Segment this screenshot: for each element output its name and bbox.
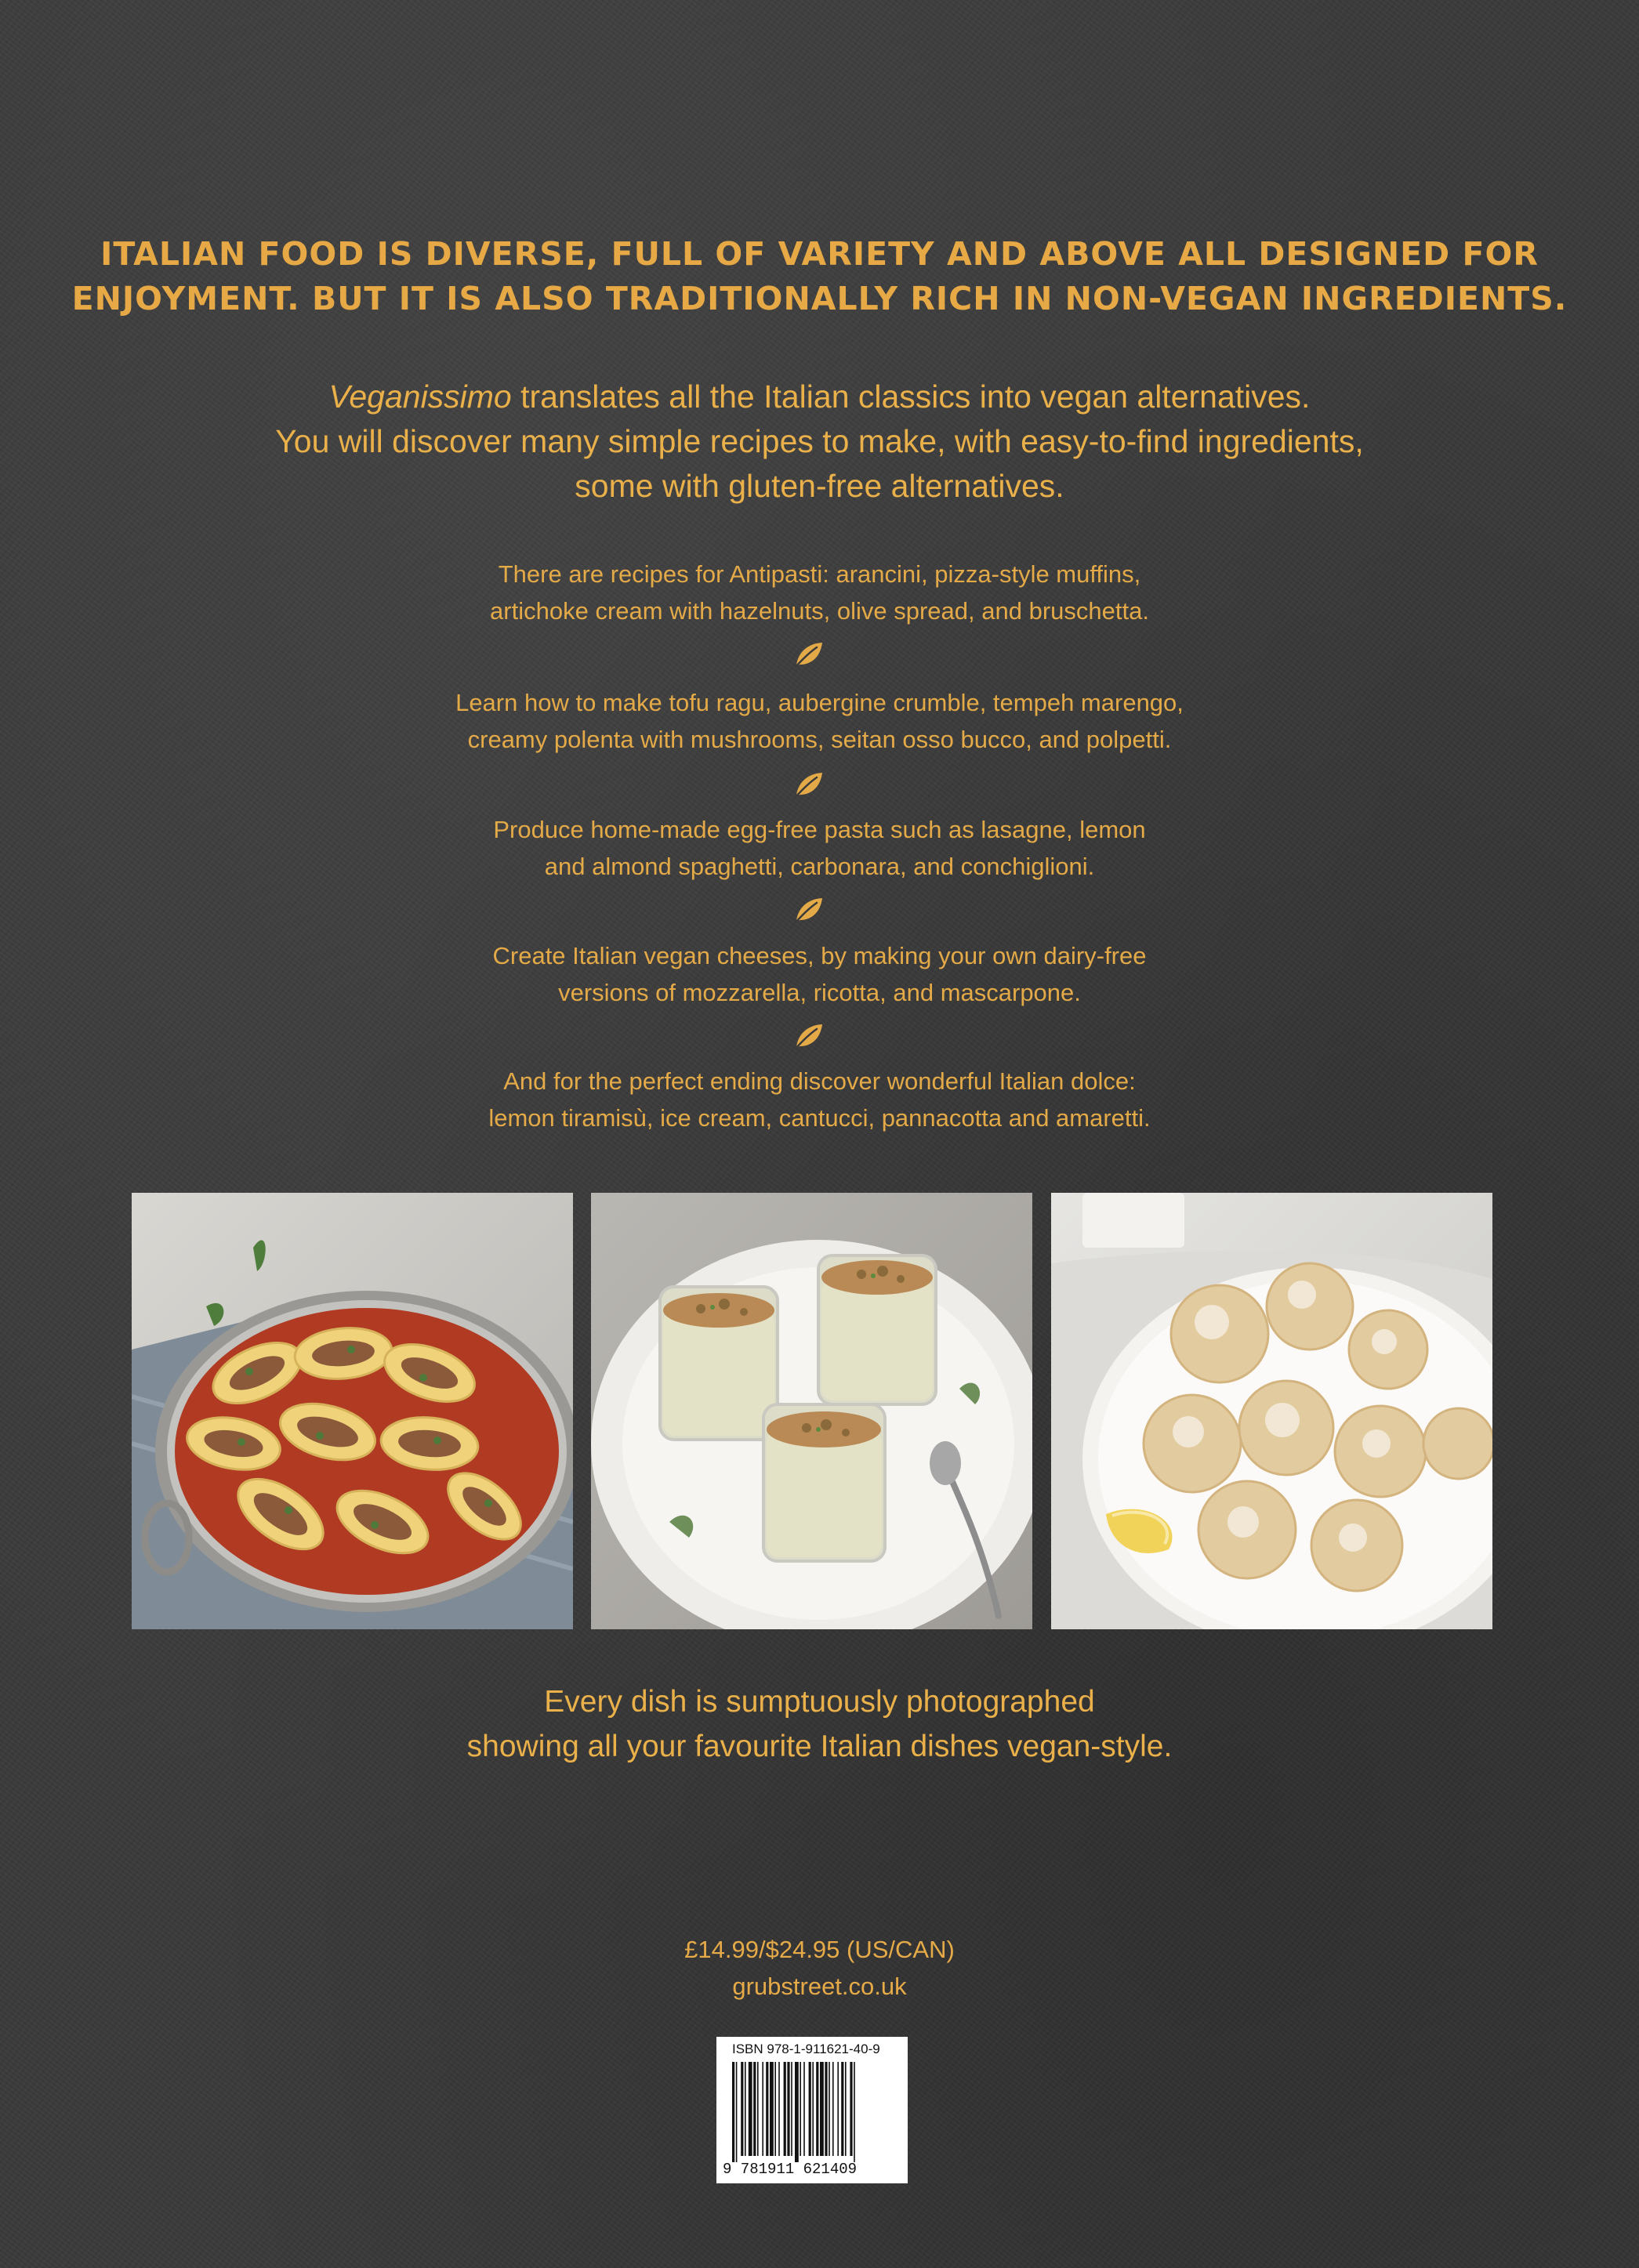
isbn-label: ISBN 978-1-911621-40-9	[732, 2042, 880, 2056]
barcode-bar	[800, 2062, 801, 2156]
barcode-bar	[787, 2062, 789, 2156]
barcode-bar	[841, 2062, 843, 2156]
barcode-bar	[770, 2062, 774, 2156]
barcode-bar	[803, 2062, 805, 2156]
section-line-2: and almond spaghetti, carbonara, and conchiglioni.	[544, 853, 1095, 880]
section-mains	[0, 684, 1639, 758]
barcode-bar	[850, 2062, 852, 2156]
barcode-bar	[837, 2062, 839, 2156]
barcode-bar	[732, 2062, 734, 2162]
barcode-bar	[778, 2062, 780, 2156]
photo-caption	[0, 1679, 1639, 1769]
barcode-bar	[766, 2062, 768, 2156]
website-text: grubstreet.co.uk	[732, 1973, 907, 2000]
barcode-bar	[749, 2062, 752, 2156]
barcode-bar	[762, 2062, 763, 2156]
barcode-bar	[741, 2062, 743, 2156]
barcode-bar	[784, 2062, 786, 2156]
caption-line-2: showing all your favourite Italian dishes vegan-style.	[466, 1730, 1173, 1763]
intro-line-1	[0, 375, 1639, 419]
barcode-bar	[774, 2062, 776, 2156]
section-line-1: Learn how to make tofu ragu, aubergine crumble, tempeh marengo,	[455, 689, 1184, 716]
price-info	[0, 1931, 1639, 2005]
stuffed-pasta-shells-photo	[132, 1193, 573, 1629]
barcode-bar	[854, 2062, 855, 2162]
barcode-bar	[795, 2062, 799, 2162]
barcode-bar	[845, 2062, 847, 2156]
leaf-icon	[793, 1022, 825, 1050]
headline-line-1: ITALIAN FOOD IS DIVERSE, FULL OF VARIETY AND ABOVE ALL DESIGNED FOR	[100, 235, 1539, 273]
section-line-2: creamy polenta with mushrooms, seitan osso bucco, and polpetti.	[467, 726, 1172, 753]
section-dolce	[0, 1063, 1639, 1136]
barcode-bar	[829, 2062, 830, 2156]
leaf-icon	[793, 896, 825, 924]
leaf-icon	[793, 640, 825, 668]
intro-line-2: You will discover many simple recipes to make, with easy-to-find ingredients,	[275, 423, 1364, 459]
intro-paragraph	[0, 375, 1639, 509]
barcode-bar	[820, 2062, 824, 2156]
barcode-bar	[745, 2062, 746, 2156]
barcode-bar	[757, 2062, 759, 2156]
cream-dessert-jars-photo	[591, 1193, 1032, 1629]
section-line-2: versions of mozzarella, ricotta, and mascarpone.	[558, 979, 1081, 1006]
section-line-2: artichoke cream with hazelnuts, olive spread, and bruschetta.	[490, 597, 1149, 625]
price-text: £14.99/$24.95 (US/CAN)	[684, 1936, 955, 1963]
intro-line-3: some with gluten-free alternatives.	[575, 468, 1064, 504]
headline	[0, 232, 1639, 321]
barcode-bar	[832, 2062, 834, 2156]
section-line-2: lemon tiramisù, ice cream, cantucci, pannacotta and amaretti.	[488, 1104, 1151, 1132]
barcode-bar	[753, 2062, 756, 2156]
intro-line-1-rest: translates all the Italian classics into vegan alternatives.	[511, 379, 1311, 415]
barcode-bar	[736, 2062, 738, 2162]
barcode-bar	[812, 2062, 814, 2156]
barcode-bar	[825, 2062, 827, 2156]
section-pasta	[0, 811, 1639, 885]
section-cheeses	[0, 937, 1639, 1011]
barcode-digits: 9 781911 621409	[723, 2161, 858, 2178]
leaf-icon	[793, 770, 825, 799]
section-line-1: There are recipes for Antipasti: arancini, pizza-style muffins,	[498, 560, 1141, 588]
book-title: Veganissimo	[328, 379, 512, 415]
section-line-1: And for the perfect ending discover wonderful Italian dolce:	[503, 1067, 1136, 1095]
isbn-barcode	[716, 2037, 908, 2183]
section-antipasti	[0, 556, 1639, 629]
amaretti-cookies-photo	[1051, 1193, 1492, 1629]
barcode-bar	[791, 2062, 792, 2156]
section-line-1: Produce home-made egg-free pasta such as lasagne, lemon	[493, 816, 1146, 843]
caption-line-1: Every dish is sumptuously photographed	[544, 1685, 1095, 1719]
headline-line-2: ENJOYMENT. BUT IT IS ALSO TRADITIONALLY RICH IN NON-VEGAN INGREDIENTS.	[71, 280, 1568, 317]
section-line-1: Create Italian vegan cheeses, by making your own dairy-free	[492, 942, 1147, 969]
barcode-bars	[732, 2062, 897, 2162]
barcode-bar	[809, 2062, 811, 2156]
barcode-bar	[816, 2062, 818, 2156]
